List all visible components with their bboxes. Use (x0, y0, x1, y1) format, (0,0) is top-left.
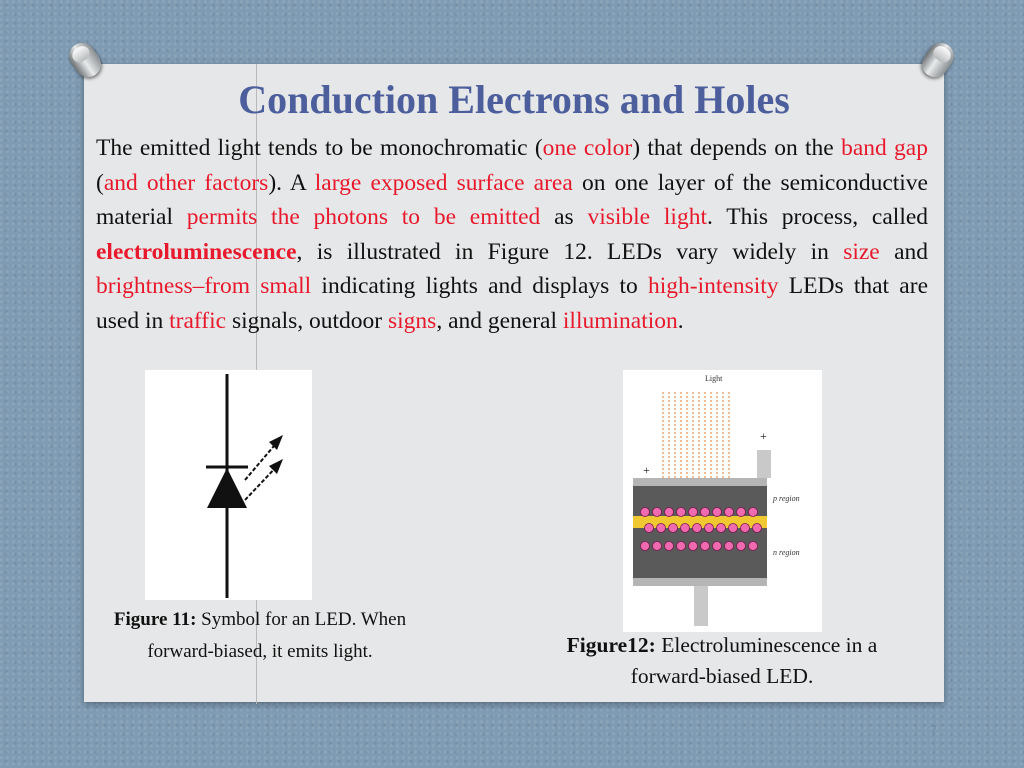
charge-carriers (641, 508, 762, 551)
carrier-particle (665, 508, 674, 517)
body-text-run: , and general (436, 307, 563, 334)
carrier-particle (689, 508, 698, 517)
highlight-text: and other factors (103, 169, 269, 196)
highlight-text: high-intensity (648, 273, 779, 299)
electroluminescence-figure (623, 370, 822, 632)
highlight-text: brightness–from small (96, 273, 312, 299)
n-region-block (633, 528, 767, 578)
body-text-run: LEDs that are used in (96, 273, 928, 334)
carrier-particle (753, 524, 762, 533)
body-text-run: and (879, 238, 928, 265)
carrier-particle (653, 508, 662, 517)
body-text-run: . This process, called (706, 204, 929, 230)
carrier-particle (657, 524, 666, 533)
figure11-caption-text: Symbol for an LED. When forward-biased, it emits light. (147, 609, 407, 662)
highlight-text: electroluminescence (96, 238, 297, 265)
body-text-run: as (540, 204, 588, 230)
body-text-run: ( (96, 169, 104, 196)
carrier-particle (749, 542, 758, 551)
figure12-caption-text: Electroluminescence in a forward-biased LED. (630, 633, 878, 688)
figure12-caption-label: Figure12: (566, 633, 656, 657)
carrier-particle (665, 542, 674, 551)
carrier-particle (741, 524, 750, 533)
body-text-run: . (677, 307, 684, 334)
body-text-run: , is illustrated in Figure 12. LEDs vary widely in (296, 238, 844, 265)
carrier-particle (677, 508, 686, 517)
highlight-text: permits the photons to be emitted (186, 204, 541, 230)
highlight-text: visible light (587, 204, 707, 230)
led-symbol-figure (145, 370, 312, 600)
light-label: Light (705, 374, 723, 383)
carrier-particle (653, 542, 662, 551)
carrier-particle (717, 524, 726, 533)
carrier-particle (729, 524, 738, 533)
highlight-text: traffic (169, 307, 227, 334)
body-text-run: ). A (268, 169, 315, 196)
carrier-particle (737, 542, 746, 551)
carrier-particle (705, 524, 714, 533)
body-paragraph (96, 131, 928, 338)
carrier-particle (641, 542, 650, 551)
slide-title: Conduction Electrons and Holes (238, 77, 790, 122)
carrier-particle (689, 542, 698, 551)
body-text-run: ) that depends on the (632, 135, 842, 161)
carrier-particle (737, 508, 746, 517)
body-text-run: on one layer of the semiconductive material (96, 169, 928, 230)
body-text-run: signals, outdoor (226, 307, 388, 334)
carrier-particle (693, 524, 702, 533)
carrier-particle (641, 508, 650, 517)
body-text-run: indicating lights and displays to (311, 273, 649, 299)
figure12-caption (556, 630, 888, 692)
carrier-particle (749, 508, 758, 517)
carrier-particle (725, 508, 734, 517)
plus-sign: + (643, 463, 650, 477)
carrier-particle (677, 542, 686, 551)
figure11-caption (105, 604, 415, 668)
highlight-text: size (843, 238, 880, 265)
figure11-caption-label: Figure 11: (113, 609, 197, 630)
carrier-particle (681, 524, 690, 533)
electroluminescence-diagram (623, 370, 822, 632)
carrier-particle (701, 508, 710, 517)
slide-number: 7 (930, 722, 937, 737)
carrier-particle (645, 524, 654, 533)
led-symbol-icon (145, 370, 312, 600)
highlight-text: band gap (841, 135, 928, 161)
plus-sign: + (760, 429, 767, 443)
highlight-text: one color (542, 135, 633, 161)
carrier-particle (725, 542, 734, 551)
highlight-text: illumination (562, 307, 678, 334)
highlight-text: large exposed surface area (314, 169, 573, 196)
carrier-particle (701, 542, 710, 551)
carrier-particle (669, 524, 678, 533)
highlight-text: signs (387, 307, 437, 334)
body-text-run: The emitted light tends to be monochromatic ( (96, 135, 543, 161)
n-region-label: n region (773, 548, 800, 557)
carrier-particle (713, 542, 722, 551)
carrier-particle (713, 508, 722, 517)
light-rays (663, 392, 729, 478)
p-region-label: p region (773, 494, 800, 503)
